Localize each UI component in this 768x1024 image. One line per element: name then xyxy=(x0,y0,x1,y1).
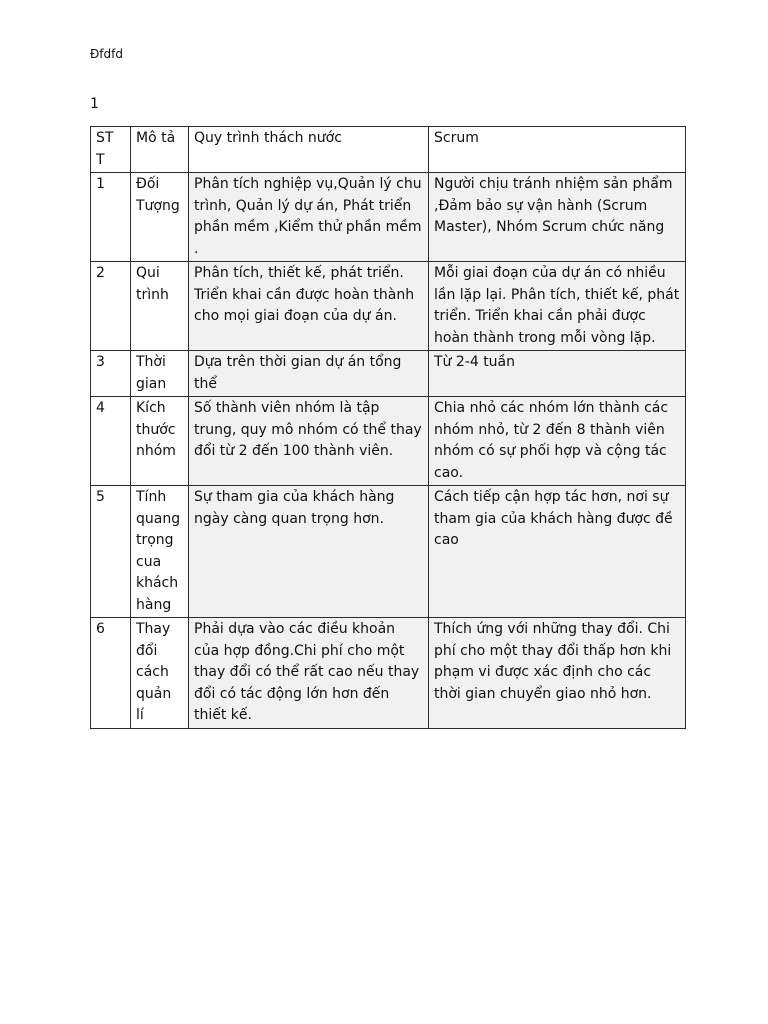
table-row xyxy=(91,486,686,618)
cell-scrum: Chia nhỏ các nhóm lớn thành các nhóm nhỏ, từ 2 đến 8 thành viên nhóm có sự phối hợp và cộng tác cao. xyxy=(429,397,686,486)
column-header-scrum: Scrum xyxy=(429,127,686,173)
cell-waterfall: Số thành viên nhóm là tập trung, quy mô nhóm có thể thay đổi từ 2 đến 100 thành viên. xyxy=(189,397,429,486)
table-header-row xyxy=(91,127,686,173)
cell-mo-ta: Thay đổi cách quản lí xyxy=(131,618,189,729)
cell-mo-ta: Thời gian xyxy=(131,351,189,397)
column-header-stt: ST T xyxy=(91,127,131,173)
document-header-text: Ðfdfd xyxy=(90,47,123,61)
cell-stt: 4 xyxy=(91,397,131,486)
table-row xyxy=(91,173,686,262)
table-row xyxy=(91,397,686,486)
table-row xyxy=(91,351,686,397)
cell-mo-ta: Tính quang trọng cua khách hàng xyxy=(131,486,189,618)
cell-scrum: Cách tiếp cận hợp tác hơn, nơi sự tham gia của khách hàng được đề cao xyxy=(429,486,686,618)
column-header-mo-ta: Mô tả xyxy=(131,127,189,173)
table-row xyxy=(91,618,686,729)
cell-waterfall: Sự tham gia của khách hàng ngày càng quan trọng hơn. xyxy=(189,486,429,618)
table-row xyxy=(91,262,686,351)
cell-waterfall: Dựa trên thời gian dự án tổng thể xyxy=(189,351,429,397)
cell-scrum: Thích ứng với những thay đổi. Chi phí cho một thay đổi thấp hơn khi phạm vi được xác định cho các thời gian chuyển giao nhỏ hơn. xyxy=(429,618,686,729)
cell-waterfall: Phân tích nghiệp vụ,Quản lý chu trình, Quản lý dự án, Phát triển phần mềm ,Kiểm thử phần mềm . xyxy=(189,173,429,262)
cell-scrum: Mỗi giai đoạn của dự án có nhiều lần lặp lại. Phân tích, thiết kế, phát triển. Triển khai cần phải được hoàn thành trong mỗi vòng lặp. xyxy=(429,262,686,351)
cell-stt: 1 xyxy=(91,173,131,262)
cell-mo-ta: Đối Tượng xyxy=(131,173,189,262)
cell-stt: 6 xyxy=(91,618,131,729)
cell-waterfall: Phải dựa vào các điều khoản của hợp đồng.Chi phí cho một thay đổi có thể rất cao nếu thay đổi có tác động lớn hơn đến thiết kế. xyxy=(189,618,429,729)
cell-scrum: Từ 2-4 tuần xyxy=(429,351,686,397)
comparison-table xyxy=(90,126,686,729)
cell-mo-ta: Kích thước nhóm xyxy=(131,397,189,486)
section-number: 1 xyxy=(90,96,99,112)
cell-stt: 2 xyxy=(91,262,131,351)
cell-waterfall: Phân tích, thiết kế, phát triển. Triển khai cần được hoàn thành cho mọi giai đoạn của dự án. xyxy=(189,262,429,351)
cell-mo-ta: Qui trình xyxy=(131,262,189,351)
column-header-waterfall: Quy trình thách nước xyxy=(189,127,429,173)
cell-stt: 5 xyxy=(91,486,131,618)
cell-stt: 3 xyxy=(91,351,131,397)
cell-scrum: Người chịu tránh nhiệm sản phẩm ,Đảm bảo sự vận hành (Scrum Master), Nhóm Scrum chức năng xyxy=(429,173,686,262)
